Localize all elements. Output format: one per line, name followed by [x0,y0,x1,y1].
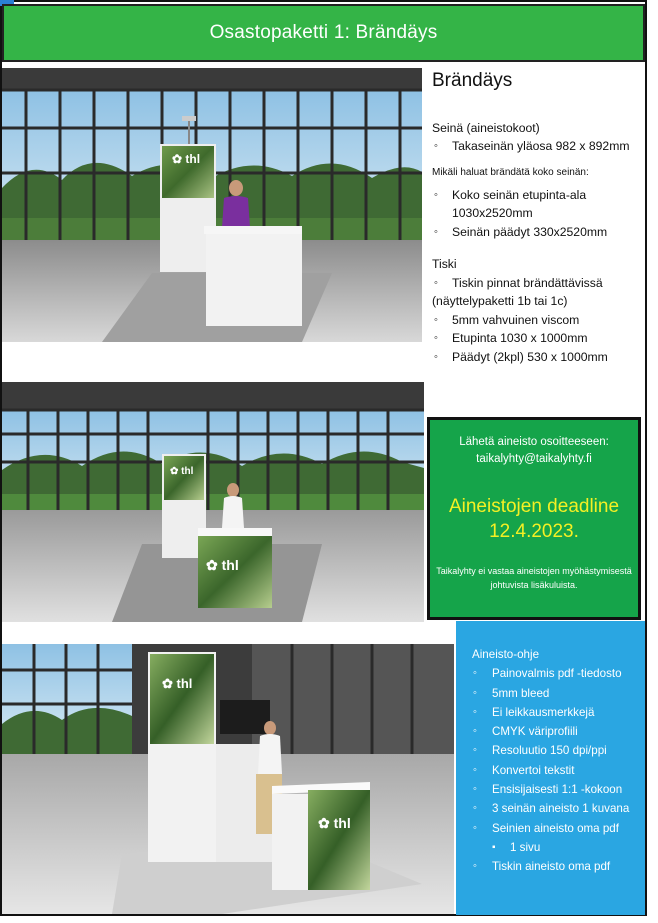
material-guide [456,621,645,915]
send-label: Lähetä aineisto osoitteeseen: [459,436,609,448]
deadline-date: 12.4.2023. [489,521,579,542]
full-wall-item: ◦ Koko seinän etupinta-ala 1030x2520mm [432,186,642,223]
guide-item: ◦ Tiskin aineisto oma pdf [472,857,645,876]
counter-item: ◦ 5mm vahvuinen viscom [432,311,642,330]
guide-item: ◦ Seinien aineisto oma pdf [472,819,645,838]
guide-item: ◦ Konvertoi tekstit [472,761,645,780]
counter-note: (näyttelypaketti 1b tai 1c) [432,294,568,308]
svg-text:✿ thl: ✿ thl [318,815,351,831]
svg-text:✿ thl: ✿ thl [206,557,239,573]
spec-heading: Brändäys [432,70,513,91]
counter-title: Tiski [432,257,457,271]
guide-item: ◦ Resoluutio 150 dpi/ppi [472,741,645,760]
deadline-box [427,417,641,620]
guide-item: ◦ 3 seinän aineisto 1 kuvana [472,799,645,818]
counter-item: ◦ Tiskin pinnat brändättävissä [432,274,642,293]
booth-render-2 [2,382,424,622]
counter-item: ◦ Päädyt (2kpl) 530 x 1000mm [432,348,642,367]
svg-text:✿ thl: ✿ thl [170,466,194,477]
counter-item: ◦ Etupinta 1030 x 1000mm [432,329,642,348]
wall-title: Seinä (aineistokoot) [432,120,540,135]
deadline-title: Aineistojen deadline [448,496,620,517]
guide-item: ◦ Painovalmis pdf -tiedosto [472,664,645,683]
booth-render-1 [2,68,422,342]
wall-item: ◦ Takaseinän yläosa 982 x 892mm [432,137,642,156]
deadline-disclaimer: Taikalyhty ei vastaa aineistojen myöhästymisestä johtuvista lisäkuluista. [436,566,632,590]
full-wall-note: Mikäli haluat brändätä koko seinän: [432,166,589,178]
email-address: taikalyhty@taikalyhty.fi [476,453,592,465]
guide-item: ◦ Ensisijaisesti 1:1 -kokoon [472,780,645,799]
guide-item: ◦ 5mm bleed [472,684,645,703]
guide-item: ◦ Ei leikkausmerkkejä [472,703,645,722]
page-title: Osastopaketti 1: Brändäys [2,4,645,62]
booth-render-3 [2,644,454,914]
svg-text:✿ thl: ✿ thl [162,676,193,691]
full-wall-item: ◦ Seinän päädyt 330x2520mm [432,223,642,242]
guide-sub-item: ▪ 1 sivu [472,838,645,857]
spec-panel [432,72,642,366]
guide-title: Aineisto-ohje [472,648,540,661]
guide-item: ◦ CMYK väriprofiili [472,722,645,741]
svg-text:✿ thl: ✿ thl [172,152,201,166]
